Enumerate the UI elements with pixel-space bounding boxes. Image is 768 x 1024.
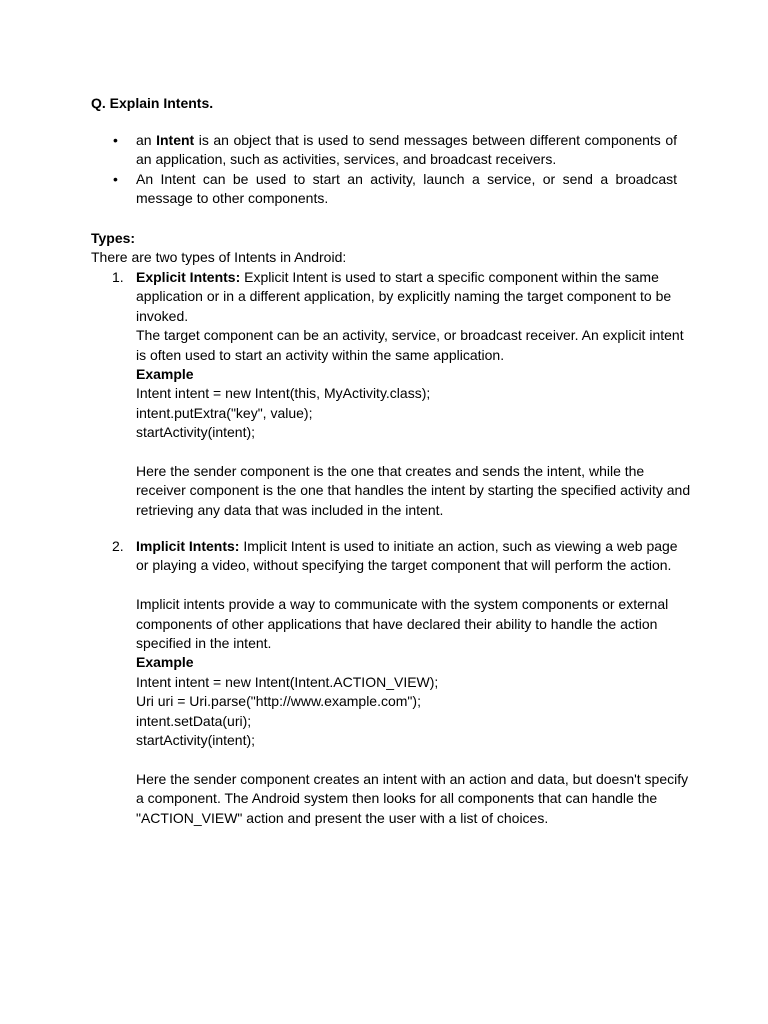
explicit-description-2: The target component can be an activity, service, or broadcast receiver. An explicit intent is often used to start an activity within the same application.: [136, 327, 684, 363]
explicit-note: Here the sender component is the one that creates and sends the intent, while the receiver component is the one that handles the intent by starting the specified activity and retrieving any data that was included in the intent.: [136, 463, 691, 518]
bullet-item: [91, 131, 677, 170]
explicit-title: Explicit Intents:: [136, 269, 241, 285]
implicit-title: Implicit Intents:: [136, 538, 240, 554]
list-number: 2.: [112, 538, 124, 554]
types-section: [91, 229, 691, 268]
page-title: Q. Explain Intents.: [91, 95, 214, 111]
intent-bullet-list: [91, 131, 677, 209]
implicit-description-2: Implicit intents provide a way to communicate with the system components or external components of other applications that have declared their ability to handle the action specified in the intent.: [136, 596, 669, 652]
implicit-description: [136, 537, 691, 576]
implicit-intents-list: [91, 537, 691, 828]
bullet-text: An Intent can be used to start an activity, launch a service, or send a broadcast message to other components.: [136, 170, 677, 207]
bullet-dot-icon: •: [113, 170, 118, 187]
code-line: intent.setData(uri);: [136, 712, 252, 729]
code-line: startActivity(intent);: [136, 732, 256, 749]
list-item-explicit: [91, 268, 691, 520]
bullet-item: [91, 170, 677, 209]
explicit-example-label: Example: [136, 366, 194, 383]
explicit-intents-list: [91, 268, 691, 520]
code-line: Uri uri = Uri.parse("http://www.example.com");: [136, 693, 421, 710]
explicit-description: [136, 268, 691, 326]
bullet-bold-term: Intent: [156, 132, 195, 148]
implicit-note: Here the sender component creates an intent with an action and data, but doesn't specify a component. The Android system then looks for all components that can handle the "ACTION_VIEW" action and present the user with a list of choices.: [136, 770, 689, 826]
list-item-implicit: [91, 537, 691, 828]
code-line: Intent intent = new Intent(this, MyActivity.class);: [136, 385, 431, 402]
explicit-desc-text: Explicit Intent is used to start a specific component within the same application or in a different application, by explicitly naming the target component to be invoked.: [136, 269, 672, 324]
bullet-text-pre: an: [136, 132, 157, 148]
bullet-dot-icon: •: [113, 132, 118, 148]
bullet-text-post: is an object that is used to send messages between different components of an application, such as activities, services, and broadcast receivers.: [136, 132, 677, 168]
code-line: Intent intent = new Intent(Intent.ACTION_VIEW);: [136, 673, 439, 690]
types-label: Types:: [91, 230, 136, 246]
list-number: 1.: [112, 269, 124, 285]
implicit-example-label: Example: [136, 654, 194, 671]
implicit-desc-text: Implicit Intent is used to initiate an action, such as viewing a web page or playing a video, without specifying the target component that will perform the action.: [136, 538, 678, 574]
types-intro: There are two types of Intents in Android:: [91, 249, 347, 266]
code-line: startActivity(intent);: [136, 424, 256, 441]
code-line: intent.putExtra("key", value);: [136, 404, 313, 421]
